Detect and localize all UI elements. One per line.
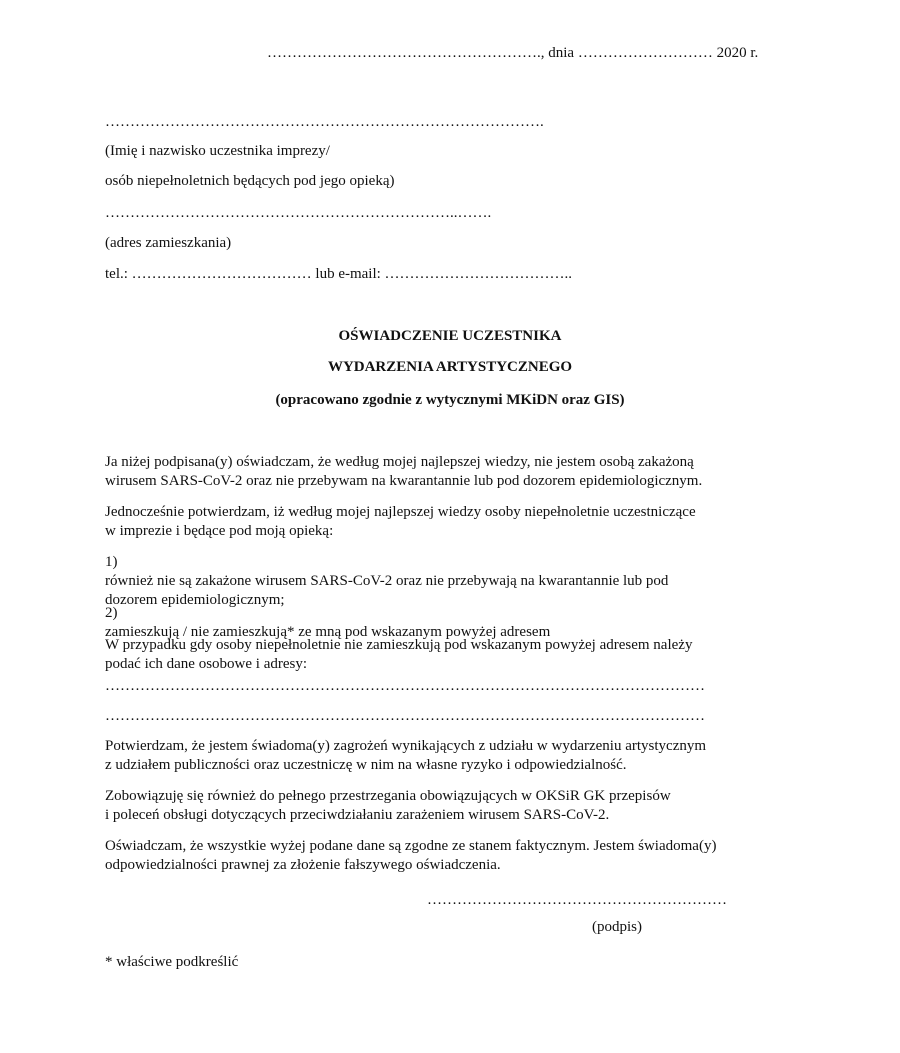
paragraph-line: z udziałem publiczności oraz uczestniczę w nim na własne ryzyko i odpowiedzialność. bbox=[105, 757, 627, 773]
paragraph-line: W przypadku gdy osoby niepełnoletnie nie zamieszkują pod wskazanym powyżej adresem należy bbox=[105, 637, 693, 653]
paragraph-line: i poleceń obsługi dotyczących przeciwdziałaniu zarażeniem wirusem SARS-CoV-2. bbox=[105, 807, 610, 823]
paragraph-health-declaration bbox=[105, 453, 795, 491]
paragraph-line: Oświadczam, że wszystkie wyżej podane dane są zgodne ze stanem faktycznym. Jestem świadoma(y) bbox=[105, 838, 717, 854]
fill-in-dots-line-2: ………………………………………………………………………………………………………… bbox=[105, 708, 705, 724]
contact-line: tel.: ……………………………… lub e-mail: ……………………………….. bbox=[105, 266, 573, 282]
list-item-1 bbox=[105, 553, 795, 610]
paragraph-other-address bbox=[105, 636, 795, 674]
address-dots: ……………………………………………………………..……. bbox=[105, 205, 492, 221]
list-item-text: również nie są zakażone wirusem SARS-CoV-2 oraz nie przebywają na kwarantannie lub pod bbox=[105, 573, 669, 589]
paragraph-line: Zobowiązuję się również do pełnego przestrzegania obowiązujących w OKSiR GK przepisów bbox=[105, 788, 671, 804]
document-title-line-1: OŚWIADCZENIE UCZESTNIKA bbox=[338, 328, 562, 344]
participant-name-label-2: osób niepełnoletnich będących pod jego opieką) bbox=[105, 173, 395, 189]
fill-in-dots-line-1: ………………………………………………………………………………………………………… bbox=[105, 678, 705, 694]
footnote: * właściwe podkreślić bbox=[105, 954, 239, 970]
paragraph-line: Ja niżej podpisana(y) oświadczam, że według mojej najlepszej wiedzy, nie jestem osobą zakażoną bbox=[105, 454, 694, 470]
paragraph-risk-awareness bbox=[105, 737, 795, 775]
list-item-text: dozorem epidemiologicznym; bbox=[105, 592, 285, 608]
signature-label: (podpis) bbox=[592, 919, 642, 935]
list-item-text: zamieszkują / nie zamieszkują* ze mną pod wskazanym powyżej adresem bbox=[105, 624, 551, 640]
participant-name-dots: ……………………………………………………………………………. bbox=[105, 114, 544, 130]
place-date-line: ………………………………………………., dnia ……………………… 2020 r. bbox=[267, 45, 759, 61]
paragraph-line: odpowiedzialności prawnej za złożenie fałszywego oświadczenia. bbox=[105, 857, 501, 873]
document-title-note: (opracowano zgodnie z wytycznymi MKiDN oraz GIS) bbox=[275, 392, 625, 408]
paragraph-truthfulness bbox=[105, 837, 795, 875]
paragraph-line: w imprezie i będące pod moją opieką: bbox=[105, 523, 334, 539]
participant-name-label-1: (Imię i nazwisko uczestnika imprezy/ bbox=[105, 143, 330, 159]
list-item-number: 2) bbox=[105, 605, 118, 621]
document-title-line-2: WYDARZENIA ARTYSTYCZNEGO bbox=[327, 359, 573, 375]
paragraph-minors-confirmation bbox=[105, 503, 795, 541]
paragraph-compliance bbox=[105, 787, 795, 825]
paragraph-line: Jednocześnie potwierdzam, iż według mojej najlepszej wiedzy osoby niepełnoletnie uczestniczące bbox=[105, 504, 696, 520]
address-label: (adres zamieszkania) bbox=[105, 235, 232, 251]
list-item-number: 1) bbox=[105, 554, 118, 570]
paragraph-line: Potwierdzam, że jestem świadoma(y) zagrożeń wynikających z udziału w wydarzeniu artystycznym bbox=[105, 738, 707, 754]
paragraph-line: wirusem SARS-CoV-2 oraz nie przebywam na kwarantannie lub pod dozorem epidemiologicznym. bbox=[105, 473, 703, 489]
signature-dots: …………………………………………………… bbox=[427, 892, 727, 908]
paragraph-line: podać ich dane osobowe i adresy: bbox=[105, 656, 308, 672]
